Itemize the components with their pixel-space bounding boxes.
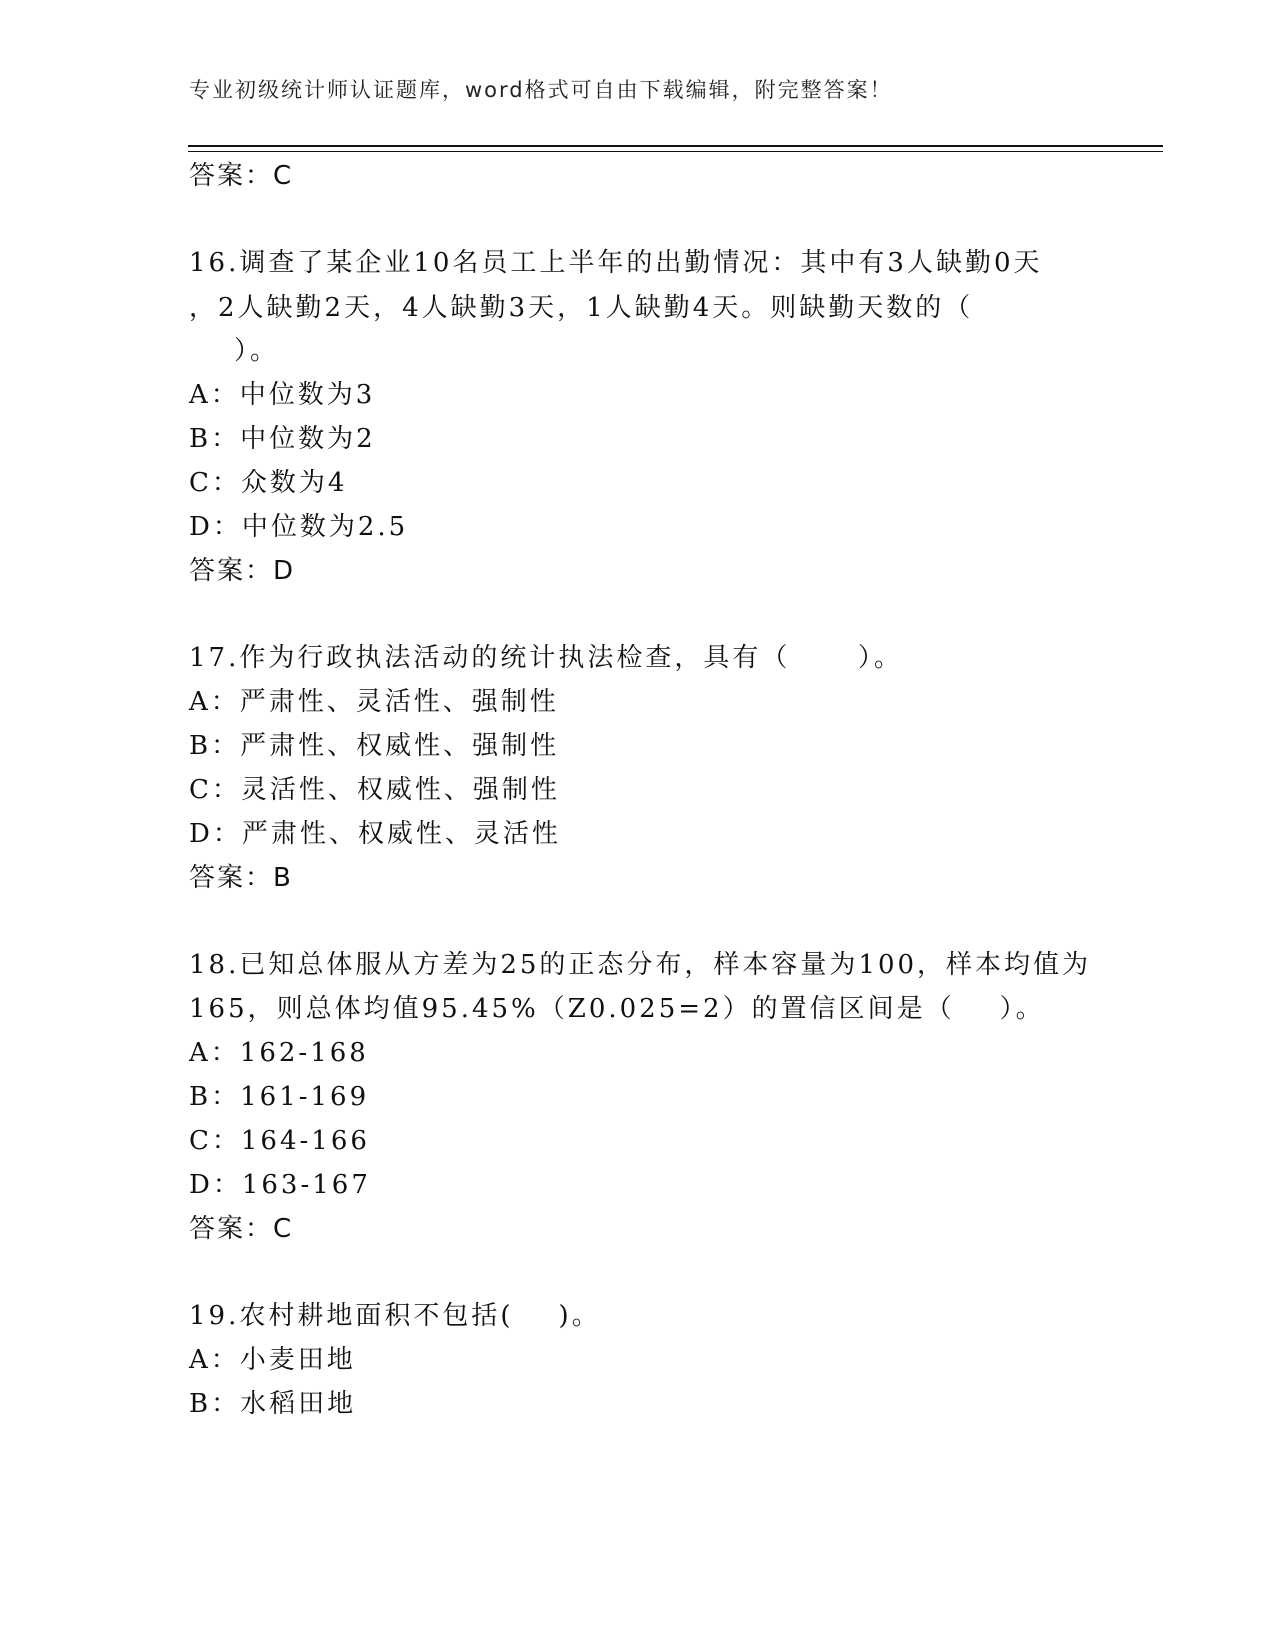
question-18-line-1: 18.已知总体服从方差为25的正态分布，样本容量为100，样本均值为 — [189, 950, 1092, 980]
question-18-option-d: D：163-167 — [189, 1170, 371, 1200]
question-16-line-2: ，2人缺勤2天，4人缺勤3天，1人缺勤4天。则缺勤天数的（ — [189, 293, 974, 323]
question-16-option-a: A：中位数为3 — [189, 380, 376, 410]
question-18-answer: 答案：C — [189, 1214, 294, 1244]
question-17-line-1: 17.作为行政执法活动的统计执法检查，具有（ ）。 — [189, 643, 903, 673]
question-16-option-b: B：中位数为2 — [189, 424, 376, 454]
question-18-option-b: B：161-169 — [189, 1082, 370, 1112]
question-17-option-c: C：灵活性、权威性、强制性 — [189, 775, 560, 805]
question-19-line-1: 19.农村耕地面积不包括( )。 — [189, 1301, 601, 1331]
question-19-option-a: A：小麦田地 — [189, 1345, 356, 1375]
page-header: 专业初级统计师认证题库，word格式可自由下载编辑，附完整答案！ — [189, 78, 893, 102]
question-16-answer: 答案：D — [189, 556, 296, 586]
question-17-option-d: D：严肃性、权威性、灵活性 — [189, 819, 561, 849]
question-16-line-1: 16.调查了某企业10名员工上半年的出勤情况：其中有3人缺勤0天 — [189, 248, 1043, 278]
question-16-option-d: D：中位数为2.5 — [189, 512, 409, 542]
question-17-option-b: B：严肃性、权威性、强制性 — [189, 731, 560, 761]
question-16-line-3: ）。 — [189, 336, 280, 366]
question-18-option-c: C：164-166 — [189, 1126, 370, 1156]
question-17-option-a: A：严肃性、灵活性、强制性 — [189, 687, 559, 717]
header-rule-thin — [188, 151, 1163, 152]
answer-text: 答案：C — [189, 161, 294, 191]
question-17-answer: 答案：B — [189, 863, 293, 893]
header-rule-thick — [188, 145, 1163, 147]
question-19-option-b: B：水稻田地 — [189, 1389, 357, 1419]
question-16-option-c: C：众数为4 — [189, 468, 348, 498]
question-18-option-a: A：162-168 — [189, 1038, 369, 1068]
question-18-line-2: 165，则总体均值95.45%（Z0.025=2）的置信区间是（ ）。 — [189, 994, 1045, 1024]
